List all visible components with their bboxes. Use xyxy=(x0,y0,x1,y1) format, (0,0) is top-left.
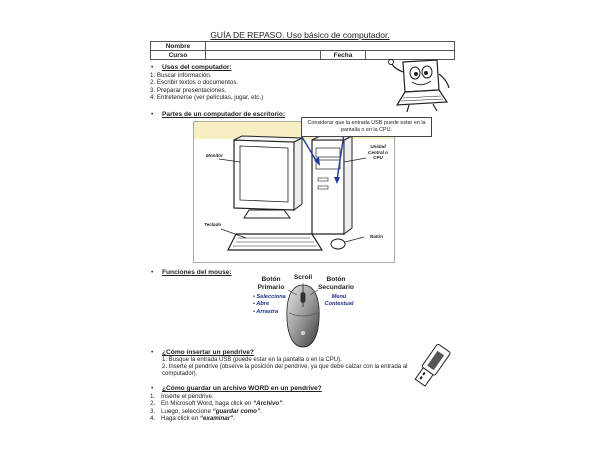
usos-heading: • Usos del computador: xyxy=(162,64,232,71)
secondary-action: Menú Contextual xyxy=(324,294,354,308)
curso-field[interactable] xyxy=(206,51,321,60)
list-item: 1. Busque la entrada USB (puede estar en la pantalla o en la CPU). xyxy=(162,357,342,363)
monitor-label: Monitor xyxy=(206,153,223,158)
primary-button-label: Botón Primario xyxy=(257,276,285,291)
list-item: 3. Preparar presentaciones. xyxy=(150,86,227,94)
word-steps xyxy=(150,393,284,423)
tower-drawing xyxy=(312,136,352,234)
laptop-cartoon-icon xyxy=(385,58,455,113)
word-heading: • ¿Cómo guardar un archivo WORD en un pendrive? xyxy=(162,385,322,392)
list-item: • Selecciona xyxy=(253,294,286,300)
list-item: 2. Escribir textos o documentos. xyxy=(150,79,239,87)
pendrive-icon xyxy=(408,343,458,389)
list-item: 3. Luego, seleccione “guardar como”. xyxy=(150,407,262,415)
teclado-label: Teclado xyxy=(204,222,222,227)
scroll-label: Scroll xyxy=(293,274,313,281)
partes-heading: • Partes de un computador de escritorio: xyxy=(162,111,285,118)
list-item: 2. En Microsoft Word, haga click en “Archivo”. xyxy=(150,400,285,408)
mouse-figure xyxy=(252,275,374,350)
secondary-button-label: Botón Secundario xyxy=(318,276,354,291)
monitor-drawing xyxy=(234,136,302,218)
list-item: • Arrastra xyxy=(253,308,279,315)
nombre-label: Nombre xyxy=(151,42,206,51)
curso-label: Curso xyxy=(151,51,206,60)
list-item: 1. Buscar información. xyxy=(150,72,212,79)
list-item: • Abre xyxy=(253,301,270,308)
list-item: 1. Inserte el pendrive. xyxy=(150,393,214,400)
mouse-heading: • Funciones del mouse: xyxy=(162,269,232,276)
fecha-label: Fecha xyxy=(321,51,366,60)
mouse-drawing xyxy=(331,237,364,249)
usos-list xyxy=(150,72,263,102)
pendrive-heading: • ¿Cómo insertar un pendrive? xyxy=(162,349,254,356)
usb-callout: Considerar que la entrada USB puede estar en la pantalla o en la CPU. xyxy=(301,117,432,137)
raton-label: Ratón xyxy=(370,234,384,239)
list-item: 2. Inserte el pendrive (observe la posición del pendrive, ya que debe calzar con la entrada al computador). xyxy=(162,364,408,378)
desktop-computer-figure xyxy=(193,121,395,263)
pendrive-steps xyxy=(162,357,410,379)
nombre-field[interactable] xyxy=(206,42,455,51)
cpu-label: Unidad Central o CPU xyxy=(368,144,388,161)
list-item: 4. Entretenerse (ver películas, jugar, etc.) xyxy=(150,94,264,102)
page-title: GUÍA DE REPASO. Uso básico de computador. xyxy=(210,30,390,40)
mouse-connectors xyxy=(252,275,374,315)
computer-illustration xyxy=(194,122,394,262)
list-item: 4. Haga click en “examinar”. xyxy=(150,415,235,423)
